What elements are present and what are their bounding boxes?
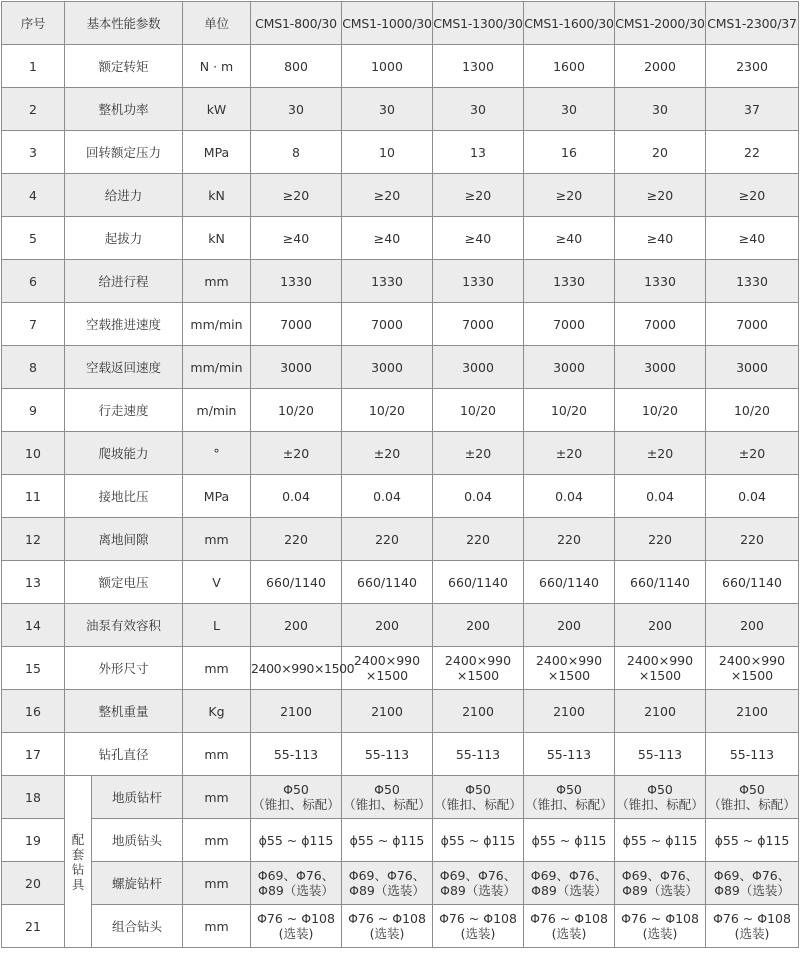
table-row [2,131,799,174]
row-value: 200 [433,604,524,647]
table-row [2,776,799,819]
header-row [2,2,799,45]
table-row [2,303,799,346]
row-value: ±20 [433,432,524,475]
row-unit: MPa [183,131,251,174]
row-value: ≥20 [433,174,524,217]
row-index: 6 [2,260,65,303]
row-index: 10 [2,432,65,475]
row-unit: N · m [183,45,251,88]
row-value: ≥40 [433,217,524,260]
group-label: 配 套 钻 具 [65,776,92,948]
row-value: 1330 [251,260,342,303]
row-index: 3 [2,131,65,174]
row-index: 16 [2,690,65,733]
row-value: 55-113 [524,733,615,776]
row-value: 1330 [615,260,706,303]
row-value: 0.04 [524,475,615,518]
row-value: Φ69、Φ76、 Φ89（选装） [433,862,524,905]
table-row [2,260,799,303]
row-param-name: 接地比压 [65,475,183,518]
header-index: 序号 [2,2,65,45]
row-value: 0.04 [251,475,342,518]
row-value: Φ50 （锥扣、标配） [342,776,433,819]
row-unit: MPa [183,475,251,518]
row-value: 30 [342,88,433,131]
row-index: 9 [2,389,65,432]
table-row [2,88,799,131]
header-model: CMS1-1300/30 [433,2,524,45]
row-value: 10/20 [342,389,433,432]
row-unit: kN [183,217,251,260]
row-index: 19 [2,819,65,862]
row-value: 1330 [524,260,615,303]
row-value: ϕ55 ~ ϕ115 [251,819,342,862]
table-row [2,518,799,561]
header-model: CMS1-800/30 [251,2,342,45]
table-row [2,432,799,475]
row-value: 660/1140 [342,561,433,604]
row-value: Φ69、Φ76、 Φ89（选装） [706,862,799,905]
row-value: 0.04 [342,475,433,518]
row-value: 2300 [706,45,799,88]
row-value: 30 [615,88,706,131]
row-param-name: 离地间隙 [65,518,183,561]
row-param-name: 额定转矩 [65,45,183,88]
row-value: 10/20 [706,389,799,432]
row-value: 2100 [251,690,342,733]
row-param-name: 回转额定压力 [65,131,183,174]
row-index: 17 [2,733,65,776]
row-value: 30 [524,88,615,131]
row-value: 800 [251,45,342,88]
row-value: 10/20 [524,389,615,432]
row-value: 0.04 [615,475,706,518]
row-index: 13 [2,561,65,604]
header-model: CMS1-1600/30 [524,2,615,45]
row-value: 1330 [342,260,433,303]
row-value: 2400×990 ×1500 [615,647,706,690]
row-index: 15 [2,647,65,690]
table-row [2,819,799,862]
row-value: 220 [251,518,342,561]
row-value: ≥40 [524,217,615,260]
row-param-name: 钻孔直径 [65,733,183,776]
row-value: 7000 [433,303,524,346]
row-value: Φ50 （锥扣、标配） [615,776,706,819]
row-value: 2400×990 ×1500 [433,647,524,690]
row-index: 7 [2,303,65,346]
row-value: Φ50 （锥扣、标配） [251,776,342,819]
row-value: 200 [706,604,799,647]
row-value: ≥20 [342,174,433,217]
row-value: ≥20 [706,174,799,217]
row-value: 200 [251,604,342,647]
row-value: 55-113 [342,733,433,776]
row-unit: m/min [183,389,251,432]
row-value: 3000 [524,346,615,389]
row-unit: mm [183,260,251,303]
row-value: ≥20 [251,174,342,217]
row-value: 1330 [706,260,799,303]
row-index: 20 [2,862,65,905]
row-value: 660/1140 [433,561,524,604]
row-value: ϕ55 ~ ϕ115 [706,819,799,862]
table-row [2,561,799,604]
row-value: 2000 [615,45,706,88]
row-value: 37 [706,88,799,131]
row-param-name: 给进行程 [65,260,183,303]
row-param-name: 爬坡能力 [65,432,183,475]
table-row [2,905,799,948]
row-param-name: 整机重量 [65,690,183,733]
row-unit: L [183,604,251,647]
row-value: Φ76 ~ Φ108 (选装) [706,905,799,948]
table-row [2,690,799,733]
table-row [2,862,799,905]
row-value: 55-113 [251,733,342,776]
header-model: CMS1-2000/30 [615,2,706,45]
row-index: 1 [2,45,65,88]
row-value: 7000 [615,303,706,346]
row-value: 0.04 [706,475,799,518]
header-param: 基本性能参数 [65,2,183,45]
row-param-name: 螺旋钻杆 [92,862,183,905]
row-value: 10 [342,131,433,174]
row-value: 660/1140 [251,561,342,604]
row-value: Φ50 （锥扣、标配） [706,776,799,819]
row-value: 30 [251,88,342,131]
row-index: 21 [2,905,65,948]
row-value: 3000 [433,346,524,389]
row-value: Φ76 ~ Φ108 (选装) [524,905,615,948]
row-value: 7000 [706,303,799,346]
row-value: 2400×990 ×1500 [342,647,433,690]
row-value: ±20 [342,432,433,475]
row-unit: mm [183,518,251,561]
row-value: Φ76 ~ Φ108 (选装) [251,905,342,948]
row-index: 14 [2,604,65,647]
row-value: 2400×990 ×1500 [524,647,615,690]
row-value: ϕ55 ~ ϕ115 [433,819,524,862]
header-model: CMS1-2300/37 [706,2,799,45]
row-unit: V [183,561,251,604]
row-value: 1300 [433,45,524,88]
row-unit: kN [183,174,251,217]
row-value: 2100 [342,690,433,733]
row-value: 660/1140 [615,561,706,604]
row-value: 10/20 [615,389,706,432]
row-value: 200 [342,604,433,647]
row-value: 2100 [433,690,524,733]
row-value: ±20 [615,432,706,475]
row-param-name: 组合钻头 [92,905,183,948]
row-param-name: 空载返回速度 [65,346,183,389]
row-index: 4 [2,174,65,217]
row-value: Φ76 ~ Φ108 (选装) [433,905,524,948]
row-value: 1330 [433,260,524,303]
header-unit: 单位 [183,2,251,45]
row-unit: mm [183,776,251,819]
row-value: 220 [524,518,615,561]
row-index: 11 [2,475,65,518]
row-value: Φ69、Φ76、 Φ89（选装） [251,862,342,905]
row-unit: mm [183,905,251,948]
row-value: 55-113 [433,733,524,776]
row-index: 5 [2,217,65,260]
row-value: 3000 [706,346,799,389]
row-value: Φ50 （锥扣、标配） [524,776,615,819]
row-value: ±20 [251,432,342,475]
row-value: 220 [615,518,706,561]
table-row [2,647,799,690]
row-value: 2100 [524,690,615,733]
row-value: 8 [251,131,342,174]
row-param-name: 地质钻杆 [92,776,183,819]
table-row [2,217,799,260]
row-index: 8 [2,346,65,389]
row-value: ϕ55 ~ ϕ115 [615,819,706,862]
row-unit: mm [183,733,251,776]
row-value: ≥40 [251,217,342,260]
row-value: 220 [706,518,799,561]
row-unit: mm [183,819,251,862]
table-row [2,604,799,647]
spec-table [1,1,799,948]
table-body [2,45,799,948]
row-value: ϕ55 ~ ϕ115 [342,819,433,862]
row-value: 7000 [524,303,615,346]
table-row [2,475,799,518]
row-param-name: 额定电压 [65,561,183,604]
row-value: 2400×990×1500 [251,647,342,690]
row-unit: mm/min [183,303,251,346]
row-value: 220 [342,518,433,561]
row-value: ≥20 [615,174,706,217]
table-row [2,174,799,217]
table-row [2,45,799,88]
row-unit: mm/min [183,346,251,389]
row-index: 2 [2,88,65,131]
row-param-name: 整机功率 [65,88,183,131]
row-param-name: 地质钻头 [92,819,183,862]
row-param-name: 行走速度 [65,389,183,432]
row-value: 220 [433,518,524,561]
table-row [2,346,799,389]
row-value: 22 [706,131,799,174]
row-value: 16 [524,131,615,174]
row-value: 7000 [342,303,433,346]
row-value: 55-113 [615,733,706,776]
row-value: ≥40 [342,217,433,260]
row-param-name: 外形尺寸 [65,647,183,690]
row-value: Φ76 ~ Φ108 (选装) [615,905,706,948]
row-value: 1000 [342,45,433,88]
row-param-name: 给进力 [65,174,183,217]
row-unit: Kg [183,690,251,733]
row-value: 7000 [251,303,342,346]
row-value: ϕ55 ~ ϕ115 [524,819,615,862]
row-param-name: 起拔力 [65,217,183,260]
row-unit: mm [183,647,251,690]
row-value: Φ69、Φ76、 Φ89（选装） [615,862,706,905]
row-value: 3000 [615,346,706,389]
row-value: 20 [615,131,706,174]
row-index: 12 [2,518,65,561]
row-value: ±20 [706,432,799,475]
table-row [2,733,799,776]
row-value: 0.04 [433,475,524,518]
row-value: ≥40 [615,217,706,260]
row-unit: mm [183,862,251,905]
row-value: Φ69、Φ76、 Φ89（选装） [342,862,433,905]
row-value: 2400×990 ×1500 [706,647,799,690]
row-value: 30 [433,88,524,131]
row-value: ≥20 [524,174,615,217]
row-value: 200 [615,604,706,647]
table-row [2,389,799,432]
row-value: 2100 [706,690,799,733]
row-value: 1600 [524,45,615,88]
row-param-name: 油泵有效容积 [65,604,183,647]
row-value: 660/1140 [706,561,799,604]
row-value: 660/1140 [524,561,615,604]
row-value: 55-113 [706,733,799,776]
row-value: Φ50 （锥扣、标配） [433,776,524,819]
row-value: ±20 [524,432,615,475]
header-model: CMS1-1000/30 [342,2,433,45]
row-unit: kW [183,88,251,131]
row-value: 13 [433,131,524,174]
row-value: 2100 [615,690,706,733]
row-value: 10/20 [433,389,524,432]
row-value: 200 [524,604,615,647]
row-value: Φ76 ~ Φ108 (选装) [342,905,433,948]
row-value: 3000 [251,346,342,389]
row-value: Φ69、Φ76、 Φ89（选装） [524,862,615,905]
row-unit: ° [183,432,251,475]
row-value: 10/20 [251,389,342,432]
row-index: 18 [2,776,65,819]
row-param-name: 空载推进速度 [65,303,183,346]
row-value: ≥40 [706,217,799,260]
row-value: 3000 [342,346,433,389]
